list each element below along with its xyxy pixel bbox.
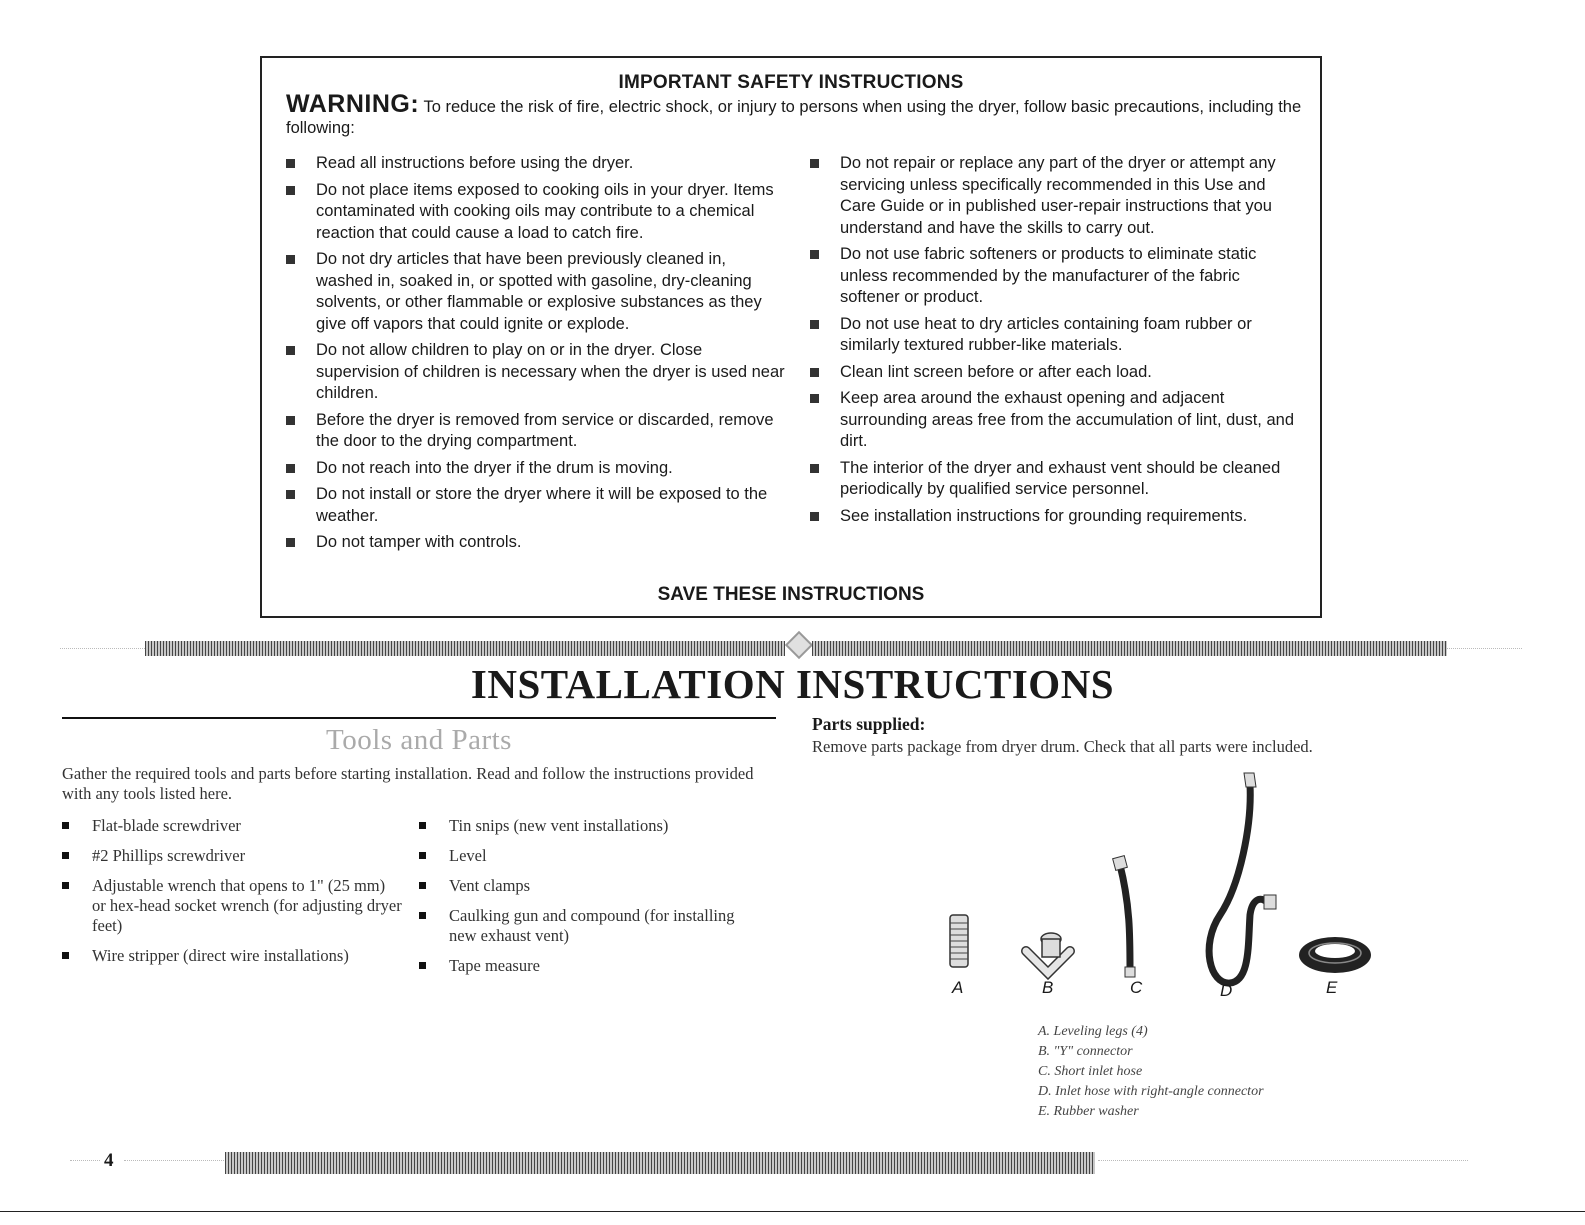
tools-heading: Tools and Parts [326,724,512,756]
installation-title: INSTALLATION INSTRUCTIONS [470,661,1115,707]
part-label-e: E [1326,978,1338,997]
footer-dots-left [70,1160,100,1161]
bullet-icon [419,852,426,859]
list-item: Level [419,846,749,866]
part-label-a: A [952,978,964,997]
warning-word: WARNING: [286,90,420,118]
list-item: Clean lint screen before or after each load. [810,362,1300,384]
list-item: See installation instructions for grounding requirements. [810,506,1300,528]
list-item: #2 Phillips screwdriver [62,846,402,866]
bullet-icon [286,255,295,264]
bullet-icon [62,852,69,859]
footer-dots-mid [124,1160,224,1161]
y-connector-icon [1026,933,1070,973]
bullet-icon [810,512,819,521]
caption-item: E. Rubber washer [1038,1104,1139,1119]
list-item: Wire stripper (direct wire installations) [62,946,402,966]
parts-captions [1038,1022,1358,1122]
list-item: Keep area around the exhaust opening and adjacent surrounding areas free from the accumulation of lint, dust, and dirt. [810,388,1300,453]
caption-item: D. Inlet hose with right-angle connector [1038,1084,1264,1099]
caption-item: A. Leveling legs (4) [1038,1024,1148,1039]
list-item: Before the dryer is removed from service or discarded, remove the door to the drying compartment. [286,410,786,453]
bullet-icon [286,464,295,473]
save-instructions-title: SAVE THESE INSTRUCTIONS [657,584,925,605]
bullet-icon [810,394,819,403]
divider-hatch-right [812,641,1447,656]
bullet-icon [419,912,426,919]
caption-item: C. Short inlet hose [1038,1064,1143,1079]
list-item: Read all instructions before using the dryer. [286,153,786,175]
parts-illustration [930,765,1390,1005]
list-item: Do not use fabric softeners or products to eliminate static unless recommended by the manufacturer of the fabric softener or product. [810,244,1300,309]
leveling-leg-icon [950,915,968,967]
list-item: Do not reach into the dryer if the drum is moving. [286,458,786,480]
tools-list-left [62,816,402,976]
rubber-washer-icon [1299,937,1371,973]
bullet-icon [810,368,819,377]
divider-dots-right [1447,648,1522,649]
list-item: Vent clamps [419,876,749,896]
bullet-icon [62,952,69,959]
list-item: Caulking gun and compound (for installing new exhaust vent) [419,906,749,946]
list-item: Do not dry articles that have been previously cleaned in, washed in, soaked in, or spotted with gasoline, dry-cleaning solvents, or other flammable or explosive substances as they give off vapors that could ignite or explode. [286,249,786,335]
footer-hatch-bar [225,1152,1095,1174]
bullet-icon [419,822,426,829]
warning-text: To reduce the risk of fire, electric shock, or injury to persons when using the dryer, follow basic precautions, including the following: [286,98,1302,137]
bullet-icon [62,882,69,889]
bullet-icon [810,159,819,168]
list-item: Do not place items exposed to cooking oils in your dryer. Items contaminated with cooking oils may contribute to a chemical reaction that could cause a load to catch fire. [286,180,786,245]
parts-heading: Parts supplied: [812,714,926,734]
divider-dots-left [60,648,145,649]
bullet-icon [810,464,819,473]
section-rule [62,717,776,719]
list-item: Tape measure [419,956,749,976]
bullet-icon [286,490,295,499]
bullet-icon [419,882,426,889]
safety-instructions-box [260,56,1322,618]
list-item: Adjustable wrench that opens to 1" (25 mm) or hex-head socket wrench (for adjusting dryer feet) [62,876,402,936]
list-item: Do not use heat to dry articles containing foam rubber or similarly textured rubber-like materials. [810,314,1300,357]
part-label-d: D [1220,981,1233,1000]
bullet-icon [286,159,295,168]
list-item: Flat-blade screwdriver [62,816,402,836]
caption-item: B. "Y" connector [1038,1044,1133,1059]
bottom-rule [0,1211,1585,1212]
list-item: Do not install or store the dryer where it will be exposed to the weather. [286,484,786,527]
short-inlet-hose-icon [1113,856,1135,977]
list-item: Do not allow children to play on or in the dryer. Close supervision of children is necessary when the dryer is used near children. [286,340,786,405]
bullet-icon [810,320,819,329]
list-item: Do not tamper with controls. [286,532,786,554]
safety-list-left [286,153,786,559]
bullet-icon [286,416,295,425]
page-number: 4 [104,1150,114,1171]
footer-dots-right [1098,1160,1468,1161]
tools-intro: Gather the required tools and parts before starting installation. Read and follow the instructions provided with any tools listed here. [62,764,754,803]
parts-intro: Remove parts package from dryer drum. Check that all parts were included. [812,737,1313,756]
tools-list-right [419,816,749,986]
bullet-icon [419,962,426,969]
parts-drawing [930,765,1390,1005]
bullet-icon [810,250,819,259]
divider-hatch-left [145,641,785,656]
bullet-icon [286,186,295,195]
diamond-ornament-icon [785,631,813,659]
part-label-c: C [1130,978,1143,997]
safety-title: IMPORTANT SAFETY INSTRUCTIONS [618,72,964,93]
warning-paragraph [286,90,1306,139]
bullet-icon [286,346,295,355]
list-item: Tin snips (new vent installations) [419,816,749,836]
bullet-icon [286,538,295,547]
inlet-hose-icon [1209,773,1276,983]
part-label-b: B [1042,978,1054,997]
bullet-icon [62,822,69,829]
list-item: Do not repair or replace any part of the dryer or attempt any servicing unless specifically recommended in this Use and Care Guide or in published user-repair instructions that you understand and have the skills to carry out. [810,153,1300,239]
list-item: The interior of the dryer and exhaust vent should be cleaned periodically by qualified service personnel. [810,458,1300,501]
safety-list-right [810,153,1300,532]
